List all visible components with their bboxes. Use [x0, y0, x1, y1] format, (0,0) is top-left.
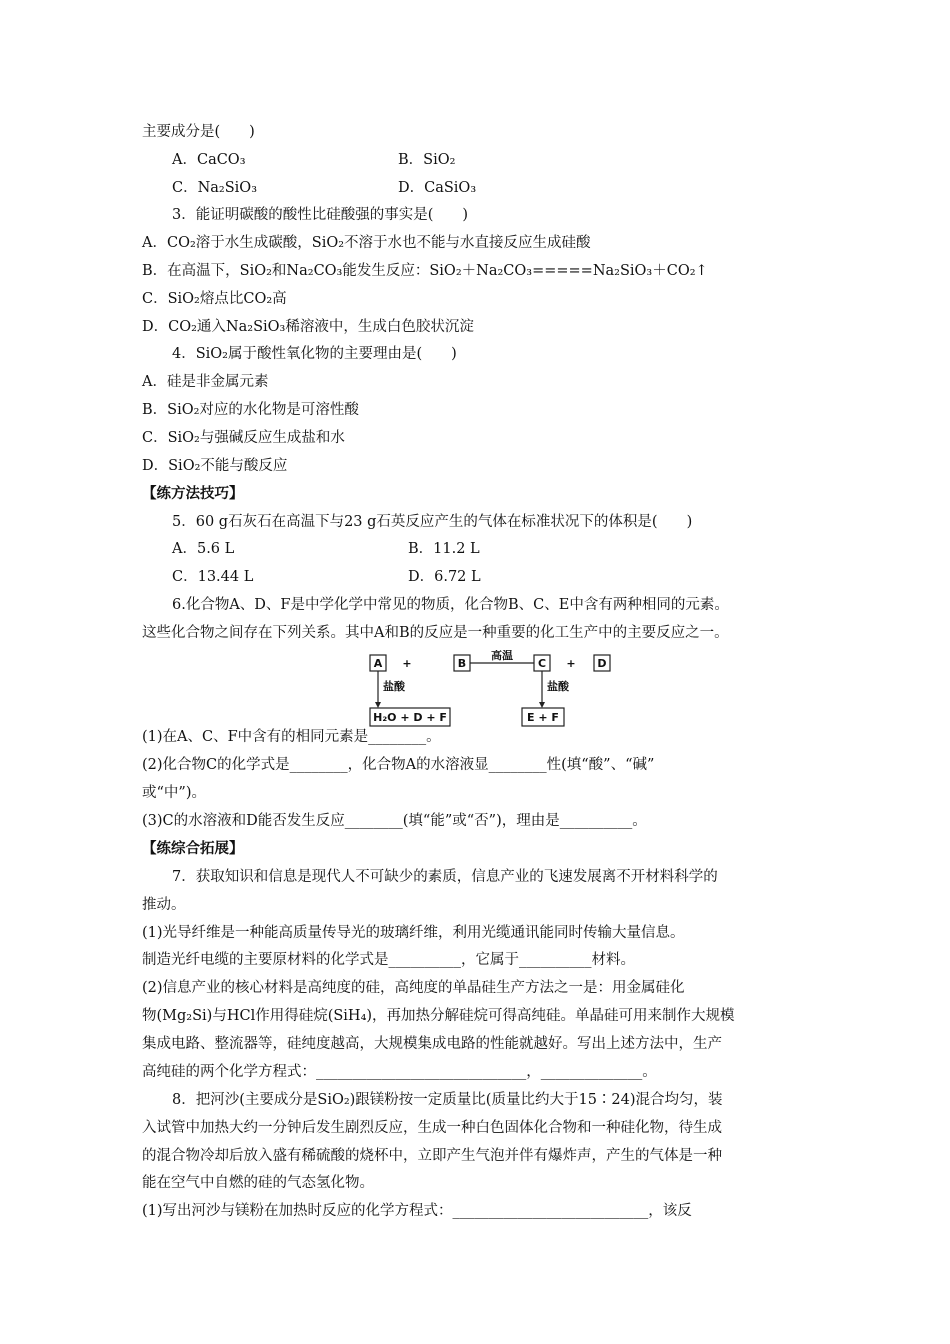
- q8-stem-line2: 入试管中加热大约一分钟后发生剧烈反应，生成一种白色固体化合物和一种硅化物，待生成: [142, 1120, 722, 1136]
- q8-stem-line4: 能在空气中自燃的硅的气态氢化物。: [142, 1175, 374, 1191]
- q3-option-c: C．SiO₂熔点比CO₂高: [142, 291, 287, 307]
- q5-option-a: A．5.6 L: [172, 541, 235, 557]
- q6-stem-line2: 这些化合物之间存在下列关系。其中A和B的反应是一种重要的化工生产中的主要反应之一。: [142, 625, 729, 641]
- reaction-diagram: [368, 650, 620, 728]
- left-reagent-label: 盐酸: [383, 680, 405, 693]
- q7-stem-line2: 推动。: [142, 897, 186, 913]
- plus-sign-1: +: [402, 657, 412, 670]
- q6-stem-line1: 6.化合物A、D、F是中学化学中常见的物质，化合物B、C、E中含有两种相同的元素。: [172, 597, 729, 613]
- q2-option-a: A．CaCO₃: [172, 152, 246, 168]
- q8-stem-line1: 8．把河沙(主要成分是SiO₂)跟镁粉按一定质量比(质量比约大于15∶24)混合均匀，装: [172, 1092, 723, 1108]
- q2-tail: 主要成分是( ): [142, 124, 255, 140]
- section-heading-methods: 【练方法技巧】: [142, 485, 244, 502]
- q7-stem-line1: 7．获取知识和信息是现代人不可缺少的素质，信息产业的飞速发展离不开材料科学的: [172, 869, 718, 885]
- right-reagent-label: 盐酸: [547, 680, 569, 693]
- q5-stem: 5．60 g石灰石在高温下与23 g石英反应产生的气体在标准状况下的体积是( ): [172, 514, 693, 530]
- q2-option-c: C．Na₂SiO₃: [172, 180, 258, 196]
- label-b: B: [457, 657, 467, 670]
- q5-option-b: B．11.2 L: [408, 541, 480, 557]
- q8-stem-line3: 的混合物冷却后放入盛有稀硫酸的烧杯中，立即产生气泡并伴有爆炸声，产生的气体是一种: [142, 1148, 722, 1164]
- q4-option-a: A．硅是非金属元素: [142, 374, 269, 390]
- q4-option-c: C．SiO₂与强碱反应生成盐和水: [142, 430, 345, 446]
- q3-option-a: A．CO₂溶于水生成碳酸，SiO₂不溶于水也不能与水直接反应生成硅酸: [142, 235, 591, 251]
- q3-option-d: D．CO₂通入Na₂SiO₃稀溶液中，生成白色胶状沉淀: [142, 319, 474, 335]
- q7-sub1-line1: (1)光导纤维是一种能高质量传导光的玻璃纤维，利用光缆通讯能同时传输大量信息。: [142, 925, 685, 941]
- q6-sub3: (3)C的水溶液和D能否发生反应________(填“能”或“否”)，理由是__________。: [142, 813, 647, 829]
- arrowhead-c-down: [539, 702, 545, 708]
- section-heading-synthesis: 【练综合拓展】: [142, 840, 244, 857]
- q5-option-c: C．13.44 L: [172, 569, 254, 585]
- left-product-label: H₂O + D + F: [373, 711, 447, 724]
- q7-sub2-line1: (2)信息产业的核心材料是高纯度的硅，高纯度的单晶硅生产方法之一是：用金属硅化: [142, 980, 685, 996]
- q4-option-d: D．SiO₂不能与酸反应: [142, 458, 288, 474]
- q8-sub1: (1)写出河沙与镁粉在加热时反应的化学方程式：___________________________，该反: [142, 1203, 692, 1219]
- q6-sub1: (1)在A、C、F中含有的相同元素是________。: [142, 729, 441, 745]
- q3-stem: 3．能证明碳酸的酸性比硅酸强的事实是( ): [172, 207, 469, 223]
- q7-sub2-line3: 集成电路、整流器等，硅纯度越高，大规模集成电路的性能就越好。写出上述方法中，生产: [142, 1036, 722, 1052]
- reaction-diagram-svg: [368, 650, 620, 728]
- q6-sub2-line2: 或“中”)。: [142, 785, 206, 801]
- q3-option-b: B．在高温下，SiO₂和Na₂CO₃能发生反应：SiO₂＋Na₂CO₃=====Na₂SiO₃＋CO₂↑: [142, 263, 708, 279]
- q2-option-b: B．SiO₂: [398, 152, 456, 168]
- q7-sub2-line2: 物(Mg₂Si)与HCl作用得硅烷(SiH₄)，再加热分解硅烷可得高纯硅。单晶硅可用来制作大规模: [142, 1008, 735, 1024]
- q5-option-d: D．6.72 L: [408, 569, 481, 585]
- q4-option-b: B．SiO₂对应的水化物是可溶性酸: [142, 402, 359, 418]
- plus-sign-2: +: [566, 657, 576, 670]
- q2-option-d: D．CaSiO₃: [398, 180, 477, 196]
- q7-sub1-line2: 制造光纤电缆的主要原材料的化学式是__________，它属于__________材料。: [142, 952, 635, 968]
- label-d: D: [597, 657, 607, 670]
- arrowhead-a-down: [375, 702, 381, 708]
- q6-sub2-line1: (2)化合物C的化学式是________，化合物A的水溶液显________性(填“酸”、“碱”: [142, 757, 655, 773]
- label-c: C: [537, 657, 547, 670]
- right-product-label: E + F: [527, 711, 559, 724]
- label-a: A: [373, 657, 383, 670]
- q4-stem: 4．SiO₂属于酸性氧化物的主要理由是( ): [172, 346, 457, 362]
- arrow-label-high-temp: 高温: [491, 650, 513, 662]
- q7-sub2-line4: 高纯硅的两个化学方程式：_____________________________，______________。: [142, 1064, 657, 1080]
